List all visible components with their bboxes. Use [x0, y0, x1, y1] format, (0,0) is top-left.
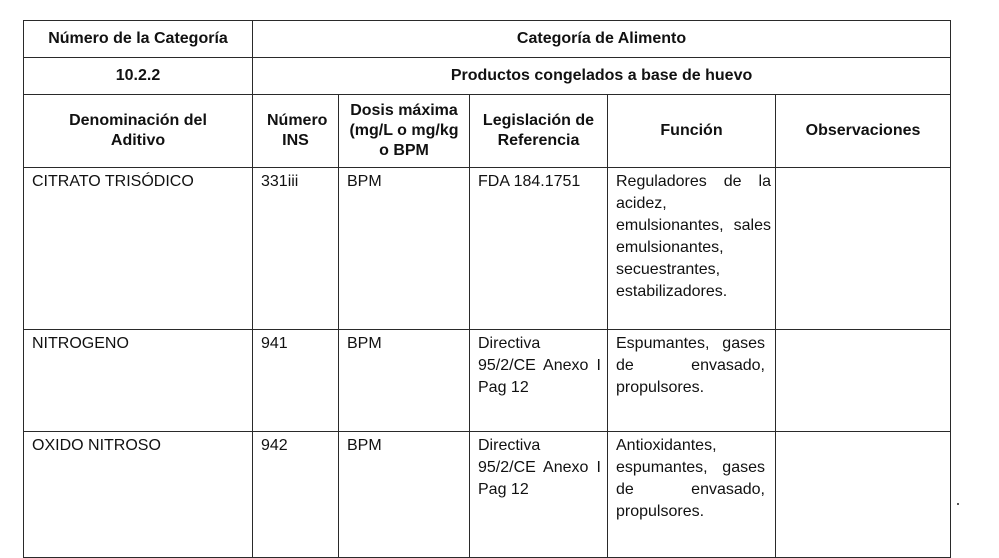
food-category-name: Productos congelados a base de huevo — [253, 58, 951, 95]
scan-speck — [957, 503, 959, 505]
cell-funcion: Reguladores de la acidez, emulsionantes, sales emulsionantes, secuestrantes, estabilizadores. — [608, 168, 776, 330]
food-category-label: Categoría de Alimento — [253, 21, 951, 58]
cell-observaciones — [776, 168, 951, 330]
cell-observaciones — [776, 330, 951, 432]
category-number: 10.2.2 — [24, 58, 253, 95]
cell-funcion: Espumantes, gases de envasado, propulsores. — [608, 330, 776, 432]
cell-numero: 942 — [253, 432, 339, 558]
col-dosis: Dosis máxima (mg/L o mg/kg o BPM — [339, 95, 470, 168]
cell-denominacion: OXIDO NITROSO — [24, 432, 253, 558]
cell-observaciones — [776, 432, 951, 558]
cell-numero: 941 — [253, 330, 339, 432]
category-header-row — [24, 21, 951, 58]
additives-table — [23, 20, 951, 558]
category-values-row — [24, 58, 951, 95]
table-row — [24, 330, 951, 432]
table-row — [24, 168, 951, 330]
col-denominacion: Denominación del Aditivo — [24, 95, 253, 168]
col-observaciones: Observaciones — [776, 95, 951, 168]
col-funcion: Función — [608, 95, 776, 168]
cell-funcion: Antioxidantes, espumantes, gases de envasado, propulsores. — [608, 432, 776, 558]
cell-legislacion: Directiva 95/2/CE Anexo I Pag 12 — [470, 432, 608, 558]
cell-dosis: BPM — [339, 168, 470, 330]
cell-dosis: BPM — [339, 432, 470, 558]
cell-denominacion: NITROGENO — [24, 330, 253, 432]
cell-numero: 331iii — [253, 168, 339, 330]
cell-legislacion: FDA 184.1751 — [470, 168, 608, 330]
cell-legislacion: Directiva 95/2/CE Anexo I Pag 12 — [470, 330, 608, 432]
cell-denominacion: CITRATO TRISÓDICO — [24, 168, 253, 330]
col-legislacion: Legislación de Referencia — [470, 95, 608, 168]
cell-dosis: BPM — [339, 330, 470, 432]
col-numero-ins: Número INS — [253, 95, 339, 168]
category-number-label: Número de la Categoría — [24, 21, 253, 58]
table-row — [24, 432, 951, 558]
column-header-row — [24, 95, 951, 168]
